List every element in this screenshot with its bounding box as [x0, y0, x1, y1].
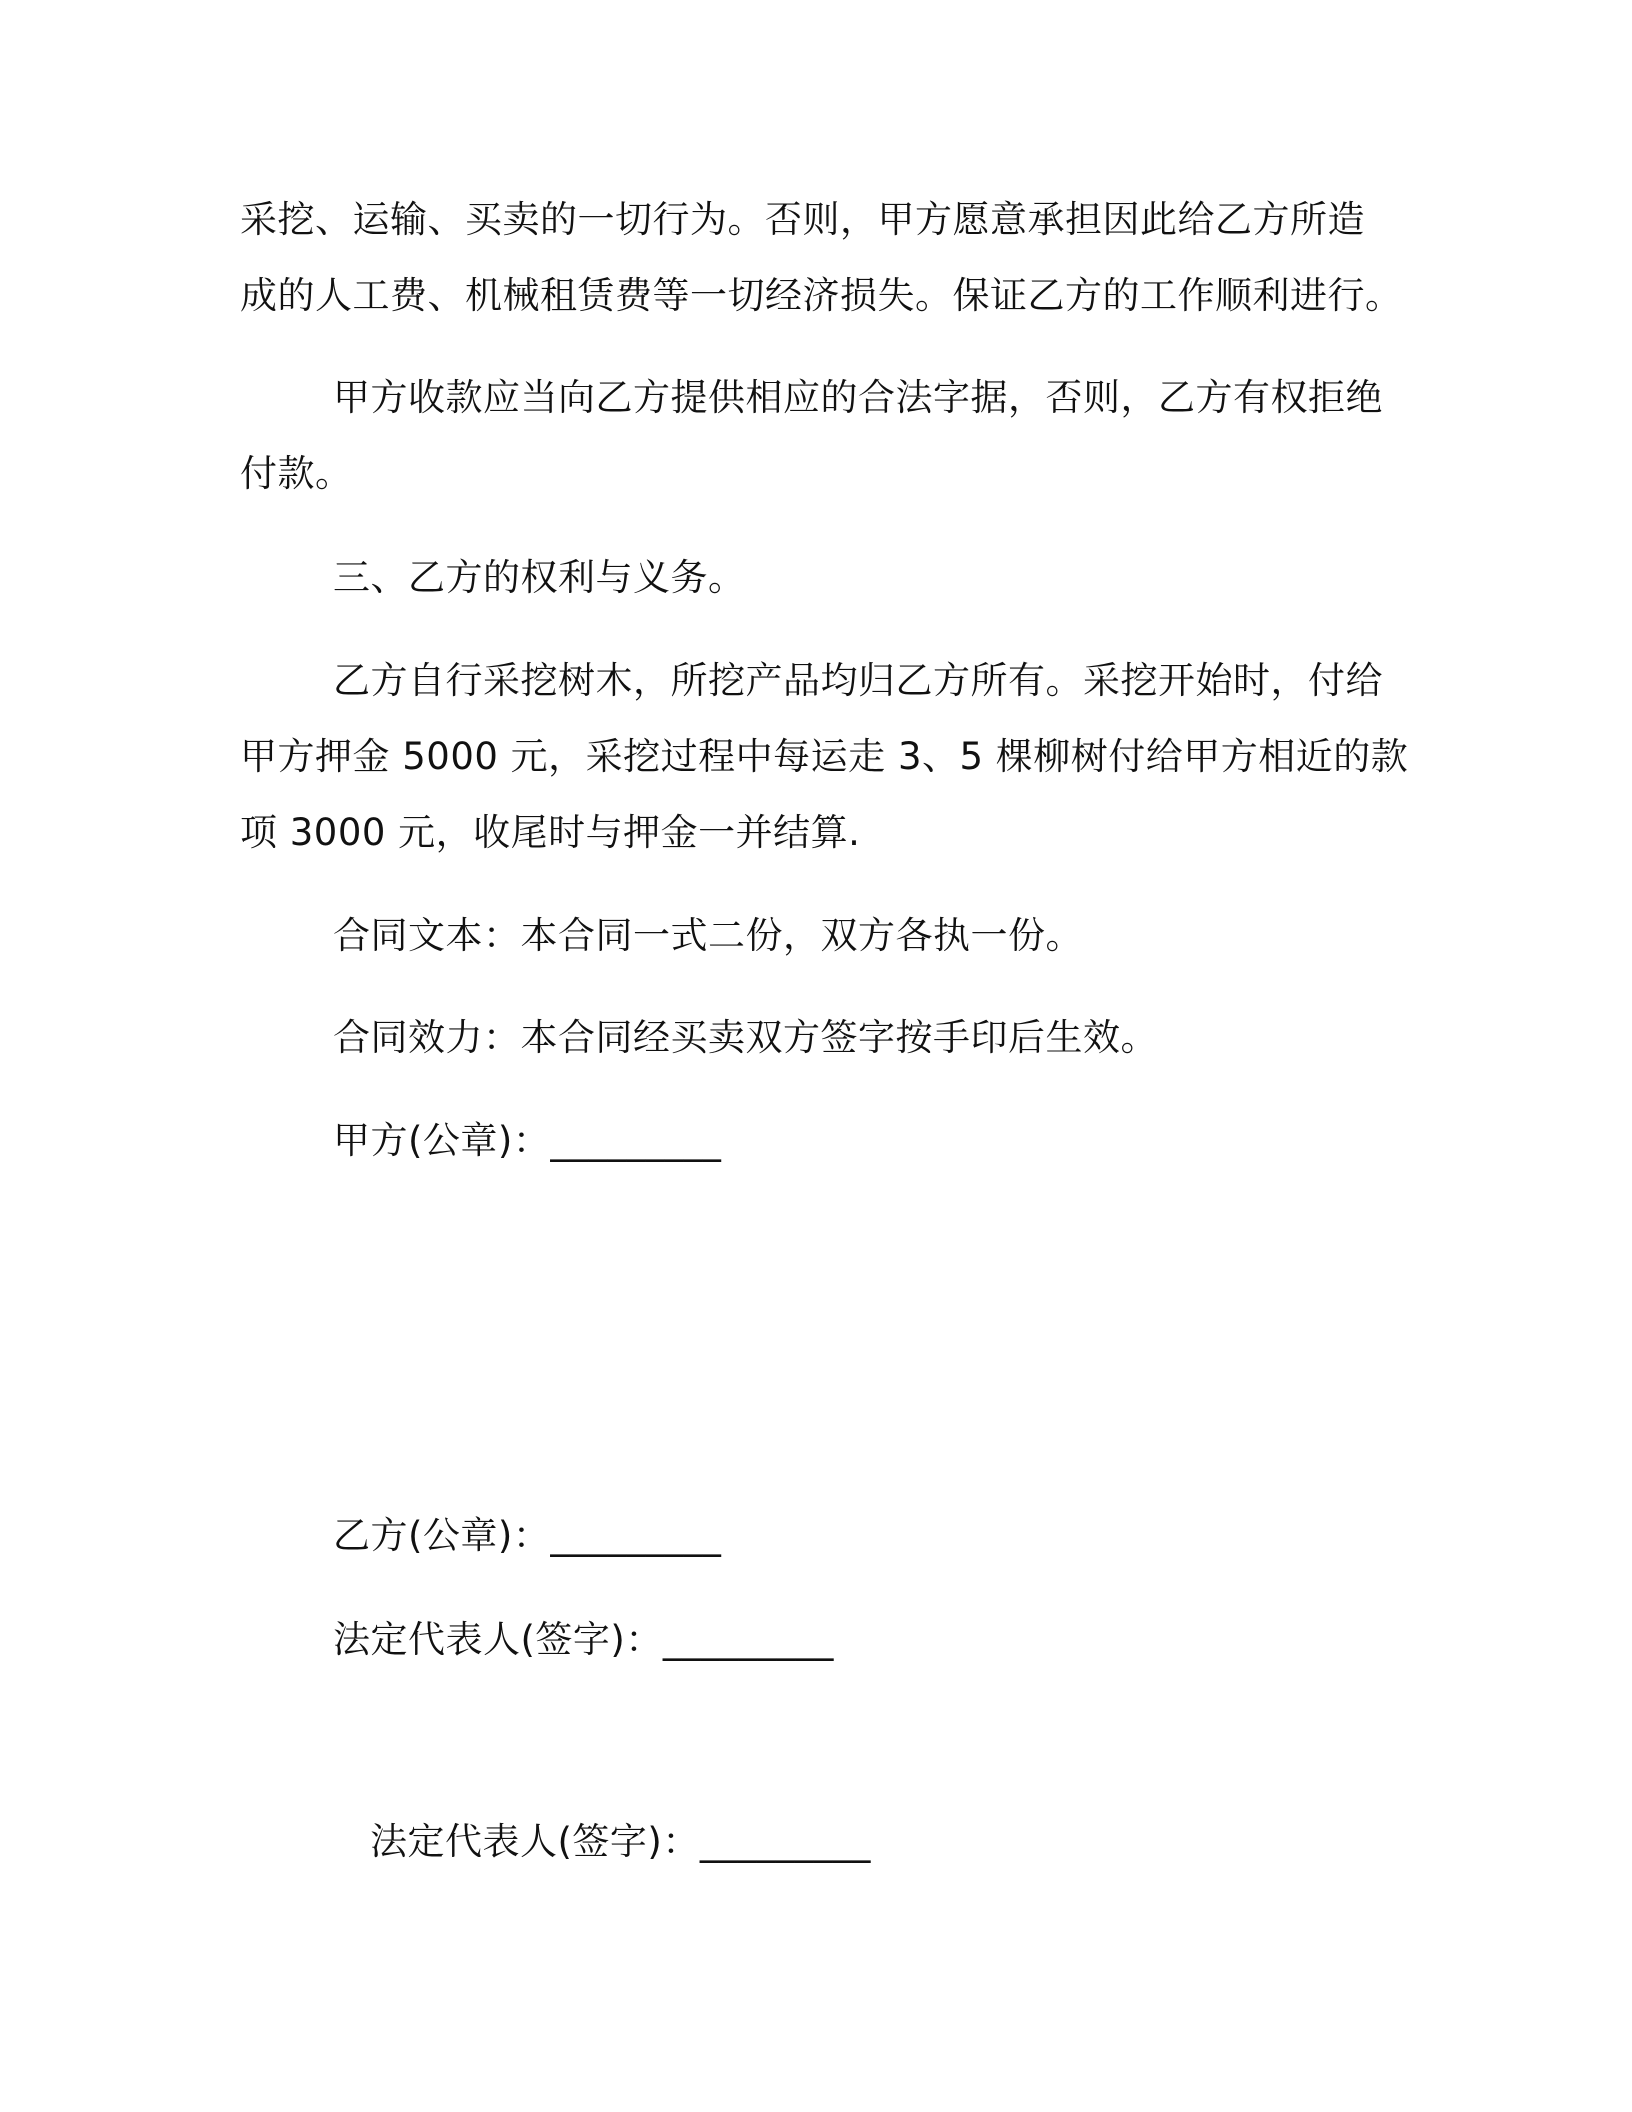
contract-text-clause: 合同文本：本合同一式二份，双方各执一份。 — [333, 914, 1083, 957]
legal-representative-line-2: 法定代表人(签字)：_________ — [370, 1820, 871, 1863]
contract-effect-clause: 合同效力：本合同经买卖双方签字按手印后生效。 — [333, 1016, 1158, 1059]
paragraph2-line1: 甲方收款应当向乙方提供相应的合法字据，否则，乙方有权拒绝 — [333, 376, 1383, 419]
paragraph2-line2: 付款。 — [240, 452, 353, 495]
paragraph1-line1: 采挖、运输、买卖的一切行为。否则，甲方愿意承担因此给乙方所造 — [240, 198, 1365, 241]
paragraph3-line1: 乙方自行采挖树木，所挖产品均归乙方所有。采挖开始时，付给 — [333, 659, 1383, 702]
legal-representative-line-1: 法定代表人(签字)：_________ — [333, 1618, 834, 1661]
section3-heading: 三、乙方的权利与义务。 — [333, 556, 746, 599]
paragraph3-line3: 项 3000 元，收尾时与押金一并结算. — [240, 811, 861, 854]
party-b-seal-line: 乙方(公章)：_________ — [333, 1514, 722, 1557]
paragraph3-line2: 甲方押金 5000 元，采挖过程中每运走 3、5 棵柳树付给甲方相近的款 — [240, 735, 1409, 778]
party-a-seal-line: 甲方(公章)：_________ — [333, 1119, 722, 1162]
paragraph1-line2: 成的人工费、机械租赁费等一切经济损失。保证乙方的工作顺利进行。 — [240, 274, 1403, 317]
